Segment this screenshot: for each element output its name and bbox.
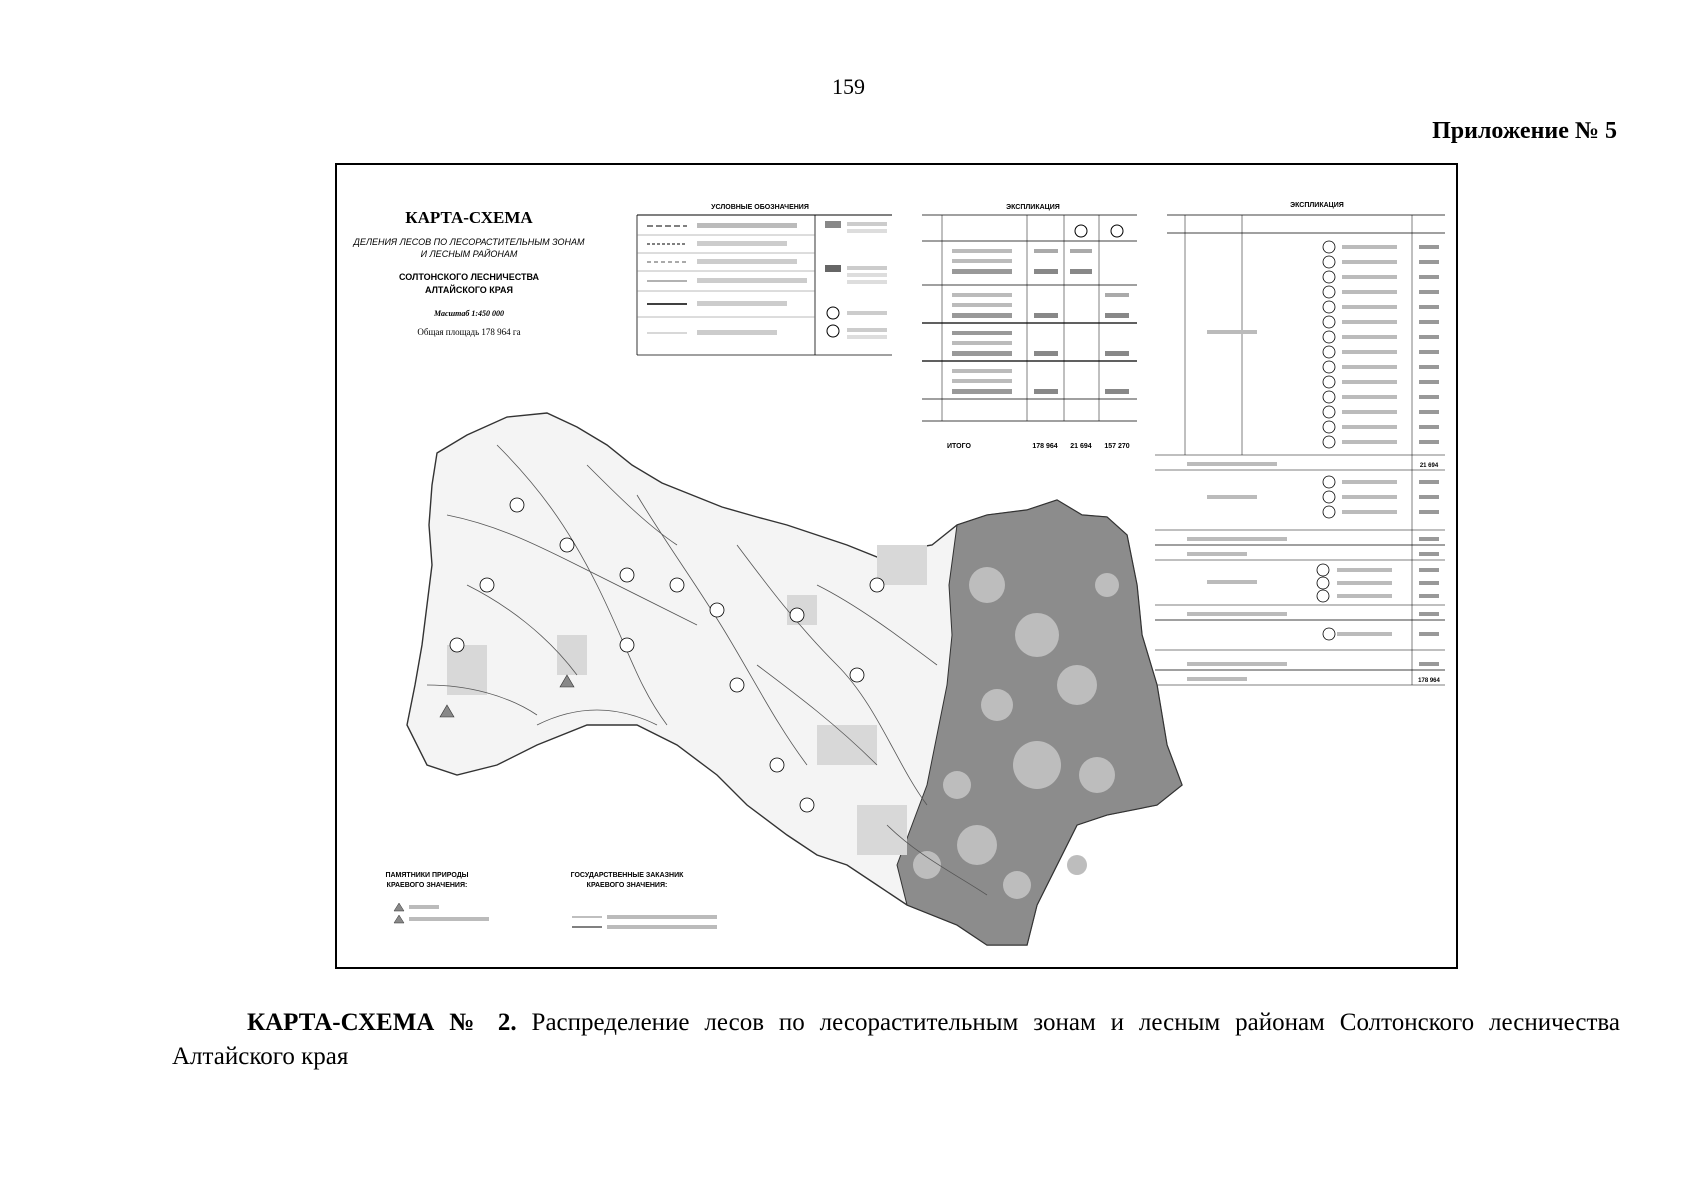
page-number: 159 xyxy=(832,74,865,99)
map-figure xyxy=(335,163,1458,969)
explication-total-value: 178 964 xyxy=(1032,443,1058,450)
map-forestry-1: СОЛТОНСКОГО ЛЕСНИЧЕСТВА xyxy=(398,272,540,282)
map-subtitle-1: ДЕЛЕНИЯ ЛЕСОВ ПО ЛЕСОРАСТИТЕЛЬНЫМ ЗОНАМ xyxy=(353,237,585,247)
legend-title: УСЛОВНЫЕ ОБОЗНАЧЕНИЯ xyxy=(711,204,809,211)
map-title: КАРТА-СХЕМА xyxy=(405,208,533,227)
figure-caption xyxy=(172,1006,1620,1074)
map-forestry-2: АЛТАЙСКОГО КРАЯ xyxy=(425,285,513,295)
map-scale: Масштаб 1:450 000 xyxy=(433,309,505,318)
map-legend xyxy=(637,204,892,355)
map-subtitle-2: И ЛЕСНЫМ РАЙОНАМ xyxy=(420,249,518,259)
map-scheme xyxy=(337,165,1458,969)
monuments-title-1: ПАМЯТНИКИ ПРИРОДЫ xyxy=(385,872,469,879)
caption-label: КАРТА-СХЕМА № 2. xyxy=(247,1009,517,1036)
explication-title: ЭКСПЛИКАЦИЯ xyxy=(1006,204,1060,211)
map-area: Общая площадь 178 964 га xyxy=(417,327,521,337)
right-total-value: 178 964 xyxy=(1418,678,1440,684)
map-territory xyxy=(407,413,1182,945)
explication-total-value: 21 694 xyxy=(1070,443,1092,450)
right-total-value: 21 694 xyxy=(1419,463,1439,469)
monuments-legend xyxy=(385,872,489,923)
explication-total-value: 157 270 xyxy=(1104,443,1130,450)
explication-table-right xyxy=(1155,202,1445,685)
reserve-title-2: КРАЕВОГО ЗНАЧЕНИЯ: xyxy=(586,882,668,889)
reserve-title-1: ГОСУДАРСТВЕННЫЕ ЗАКАЗНИК xyxy=(570,872,684,879)
reserve-legend xyxy=(571,872,717,929)
appendix-label: Приложение № 5 xyxy=(1432,118,1617,144)
explication-title-right: ЭКСПЛИКАЦИЯ xyxy=(1290,202,1344,209)
caption-text: Распределение лесов по лесорастительным зонам и лесным районам Солтонского лесничества Алтайского края xyxy=(172,1009,1620,1070)
explication-total-label: ИТОГО xyxy=(947,443,971,450)
explication-table xyxy=(922,204,1137,450)
monuments-title-2: КРАЕВОГО ЗНАЧЕНИЯ: xyxy=(386,882,468,889)
